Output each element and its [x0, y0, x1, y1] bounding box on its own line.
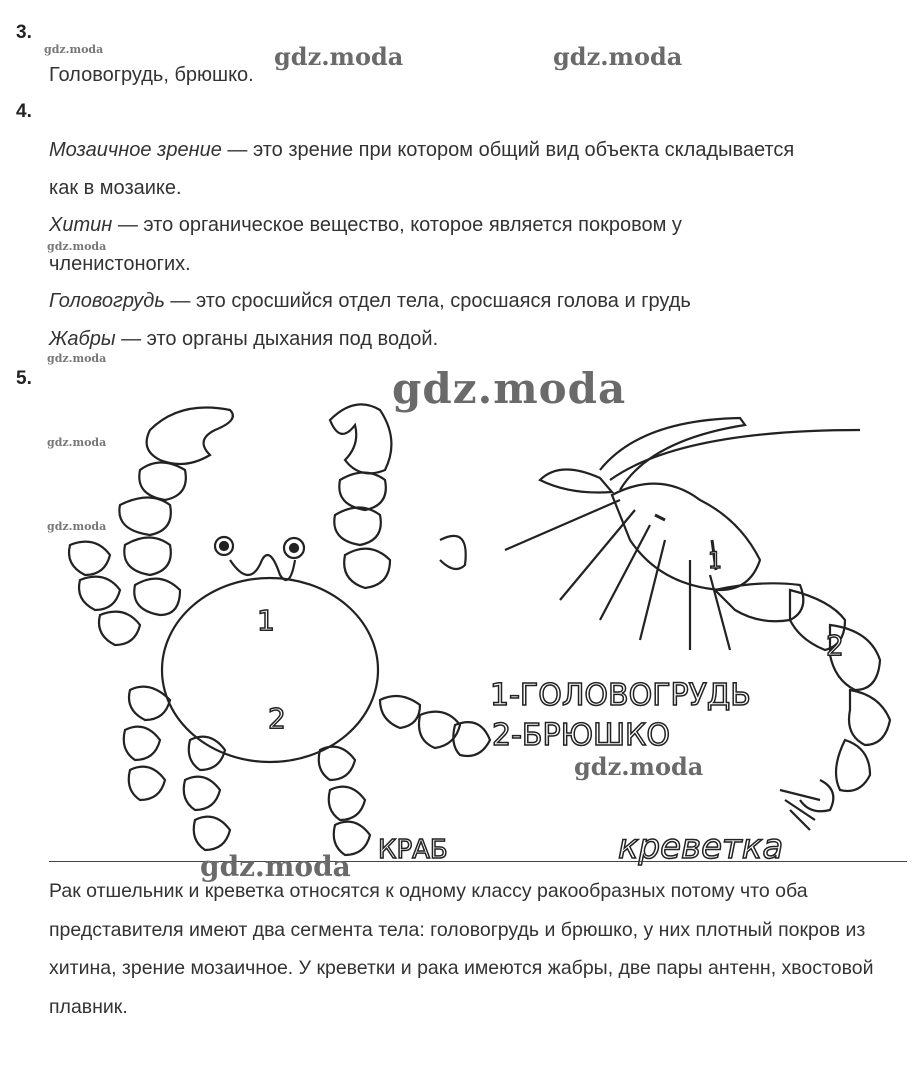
term-mosaic-vision: Мозаичное зрение — [49, 139, 222, 161]
divider-line — [49, 861, 907, 862]
watermark: gdz.moda — [574, 752, 704, 781]
definition-3-text: — это сросшийся отдел тела, сросшаяся голова и грудь — [164, 290, 691, 312]
watermark: gdz.moda — [200, 850, 351, 883]
legend-line-1: 1-ГОЛОВОГРУДЬ — [490, 678, 751, 713]
watermark: gdz.moda — [274, 42, 404, 71]
crab-label-1: 1 — [257, 604, 275, 637]
answer-3: Головогрудь, брюшко. — [49, 64, 254, 86]
watermark: gdz.moda — [44, 43, 104, 56]
watermark: gdz.moda — [47, 240, 107, 253]
watermark: gdz.moda — [392, 364, 627, 413]
watermark: gdz.moda — [47, 520, 107, 533]
shrimp-label-1: 1 — [708, 549, 722, 574]
definition-1-text: — это зрение при котором общий вид объекта складывается — [221, 139, 795, 161]
shrimp-caption: креветка — [618, 827, 784, 867]
crab-figure — [69, 404, 490, 855]
question-number-3: 3. — [16, 22, 32, 43]
question-number-5: 5. — [16, 368, 32, 389]
term-cephalothorax: Головогрудь — [49, 290, 165, 312]
shrimp-rostrum — [540, 469, 612, 492]
term-gills: Жабры — [49, 328, 116, 350]
definition-2 — [49, 214, 682, 237]
definition-4 — [49, 328, 438, 351]
definition-2-text: — это органическое вещество, которое является покровом у — [112, 214, 682, 236]
watermark: gdz.moda — [47, 352, 107, 365]
definition-4-text: — это органы дыхания под водой. — [115, 328, 439, 350]
definition-1 — [49, 139, 794, 162]
term-chitin: Хитин — [49, 214, 113, 236]
legend-line-2: 2-БРЮШКО — [492, 718, 670, 753]
watermark: gdz.moda — [47, 436, 107, 449]
watermark: gdz.moda — [553, 42, 683, 71]
question-number-4: 4. — [16, 101, 32, 122]
answer-5-paragraph: Рак отшельник и креветка относятся к одному классу ракообразных потому что оба представителя имеют два сегмента тела: головогрудь и брюшко, у них плотный покров из хитина, зрение мозаичное. У креветки и рака имеются жабры, две пары антенн, хвостовой плавник. — [49, 880, 874, 1018]
crab-caption: КРАБ — [378, 835, 448, 865]
definition-3 — [49, 290, 691, 313]
crab-shrimp-drawing — [0, 360, 919, 870]
definition-2-cont: членистоногих. — [49, 253, 191, 275]
shrimp-label-2: 2 — [826, 629, 844, 662]
shrimp-head — [612, 484, 760, 590]
crab-label-2: 2 — [268, 702, 286, 735]
definition-1-cont: как в мозаике. — [49, 177, 182, 199]
